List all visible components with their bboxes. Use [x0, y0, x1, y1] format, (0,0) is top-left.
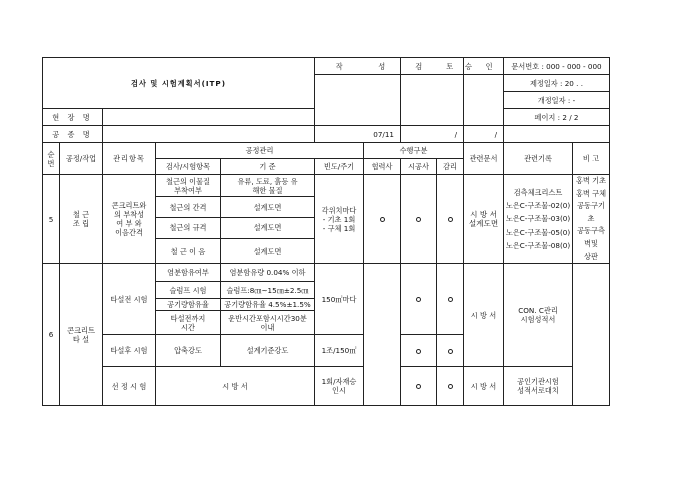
col-related-doc: 관련문서 [464, 143, 504, 175]
row6-pre-test-label: 타설전 시험 [103, 264, 156, 335]
sign-label-6: 인 [485, 61, 493, 71]
col-partner: 협력사 [364, 159, 401, 175]
doc-number [504, 58, 610, 75]
row6-pre-frequency: 150㎡마다 [315, 264, 364, 335]
row6-pre-contractor [401, 264, 437, 335]
itp-form [42, 57, 610, 406]
revise-date [504, 92, 610, 109]
col-frequency: 빈도/주기 [315, 159, 364, 175]
sign-label-5: 승 [465, 61, 472, 71]
row6-remark [573, 264, 610, 406]
col-remark: 비 고 [573, 143, 610, 175]
col-criteria: 기 준 [221, 159, 315, 175]
row5-related-doc: 시 방 서 설계도면 [464, 175, 504, 264]
circle-mark-icon [448, 349, 453, 354]
sign-date-approver: / [464, 126, 504, 143]
sign-label-4: 토 [437, 58, 464, 75]
sign-box-approver [464, 75, 504, 126]
col-perform-div: 수행구분 [364, 143, 464, 159]
sign-label-5-6 [464, 58, 504, 75]
enact-date [504, 75, 610, 92]
row5-remark: 홍벽 기초 홍벽 구체 공동구기초 공동구측벽및 상판 [573, 175, 610, 264]
revise-date-label: 개정일자 [537, 95, 566, 105]
row6-select-criteria: 시 방 서 [156, 367, 315, 406]
circle-mark-icon [416, 384, 421, 389]
circle-mark-icon [416, 217, 421, 222]
doc-number-value: : 000 - 000 - 000 [541, 61, 602, 71]
form-title: 검사 및 시험계획서(ITP) [43, 58, 315, 109]
row6-select-contractor [401, 367, 437, 406]
row6-pre-supervisor [437, 264, 464, 335]
row6-pre-criteria-2: 슬럼프:8㎝~15㎝±2.5㎝ [221, 282, 315, 299]
circle-mark-icon [380, 217, 385, 222]
row6-pre-item-1: 염분함유여부 [156, 264, 221, 282]
row5-partner [364, 175, 401, 264]
doc-number-label: 문서번호 [511, 61, 540, 71]
row6-select-related-record: 공인기관시험 성적서로대치 [504, 367, 573, 406]
row5-frequency: 각위치마다 - 기초 1회 - 구체 1회 [315, 175, 364, 264]
row5-criteria-3: 설계도면 [221, 217, 315, 238]
row5-contractor [401, 175, 437, 264]
col-process: 공정/작업 [60, 143, 103, 175]
row5-item-1: 철근의 이물질 부착여부 [156, 175, 221, 197]
row6-pre-criteria-1: 염분함유량 0.04% 이하 [221, 264, 315, 282]
row6-pre-related-doc: 시 방 서 [464, 264, 504, 367]
row6-select-supervisor [437, 367, 464, 406]
row6-pre-related-record: CON. C관리 시험성적서 [504, 264, 573, 367]
row5-item-3: 철근의 규격 [156, 217, 221, 238]
site-name-label: 현 장 명 [43, 109, 103, 126]
row6-post-frequency: 1조/150㎡ [315, 335, 364, 367]
enact-date-label: 제정일자 [529, 78, 558, 88]
page-number-value: : 2 / 2 [557, 112, 579, 122]
circle-mark-icon [448, 297, 453, 302]
page-number-label: 페이지 [534, 112, 556, 122]
row6-pre-criteria-4: 운반시간포함시시간30분 이내 [221, 311, 315, 335]
sign-date-reviewer: / [401, 126, 464, 143]
row5-item-4: 철 근 이 음 [156, 238, 221, 263]
circle-mark-icon [448, 384, 453, 389]
row6-post-test-label: 타설후 시험 [103, 335, 156, 367]
row6-process: 콘크리트 타 설 [60, 264, 103, 406]
sign-label-2: 성 [364, 58, 401, 75]
row6-post-supervisor [437, 335, 464, 367]
row5-related-record: 검측체크리스트 노은C-구조물-02(0) 노은C-구조물-03(0) 노은C-구조물-05(0) 노은C-구조물-08(0) [504, 175, 573, 264]
col-related-record: 관련기록 [504, 143, 573, 175]
sign-label-1: 작 [315, 58, 364, 75]
row6-post-contractor [401, 335, 437, 367]
sign-box-author [315, 75, 401, 126]
site-name-field[interactable] [103, 109, 315, 126]
row6-select-test-label: 선 정 시 험 [103, 367, 156, 406]
circle-mark-icon [416, 297, 421, 302]
revise-date-value: : - [567, 95, 576, 105]
col-supervisor: 감리 [437, 159, 464, 175]
sign-date-author: 07/11 [315, 126, 401, 143]
col-manage-item: 관리항목 [103, 143, 156, 175]
row5-criteria-4: 설계도면 [221, 238, 315, 263]
row5-process: 철 근 조 립 [60, 175, 103, 264]
row6-select-related-doc: 시 방 서 [464, 367, 504, 406]
col-inspect-item: 검사/시험항목 [156, 159, 221, 175]
col-no: 순 번 [43, 143, 60, 175]
page-number [504, 109, 610, 126]
row6-pre-criteria-3: 공기량함유율 4.5%±1.5% [221, 299, 315, 311]
circle-mark-icon [416, 349, 421, 354]
sign-box-reviewer [401, 75, 464, 126]
header-blank [504, 126, 610, 143]
row5-no: 5 [43, 175, 60, 264]
row6-select-frequency: 1회/자재승 인시 [315, 367, 364, 406]
row6-pre-item-4: 타설전까지 시간 [156, 311, 221, 335]
itp-table [42, 57, 610, 406]
row6-post-criteria: 설계기준강도 [221, 335, 315, 367]
col-process-mgmt: 공정관리 [156, 143, 364, 159]
circle-mark-icon [448, 217, 453, 222]
row6-no: 6 [43, 264, 60, 406]
work-type-field[interactable] [103, 126, 315, 143]
enact-date-value: : 20 . . [560, 78, 584, 88]
row5-item-2: 철근의 간격 [156, 197, 221, 218]
row6-post-item: 압축강도 [156, 335, 221, 367]
work-type-label: 공 종 명 [43, 126, 103, 143]
col-contractor: 시공사 [401, 159, 437, 175]
sign-label-3: 검 [401, 58, 437, 75]
row5-manage-item: 콘크리트와 의 부착성 여 부 와 이음간격 [103, 175, 156, 264]
row6-pre-item-2: 슬럼프 시험 [156, 282, 221, 299]
row5-criteria-2: 설계도면 [221, 197, 315, 218]
row5-supervisor [437, 175, 464, 264]
row5-criteria-1: 유류, 도료, 흙등 유 해한 물질 [221, 175, 315, 197]
row6-partner [364, 264, 401, 406]
row6-pre-item-3: 공기량함유율 [156, 299, 221, 311]
